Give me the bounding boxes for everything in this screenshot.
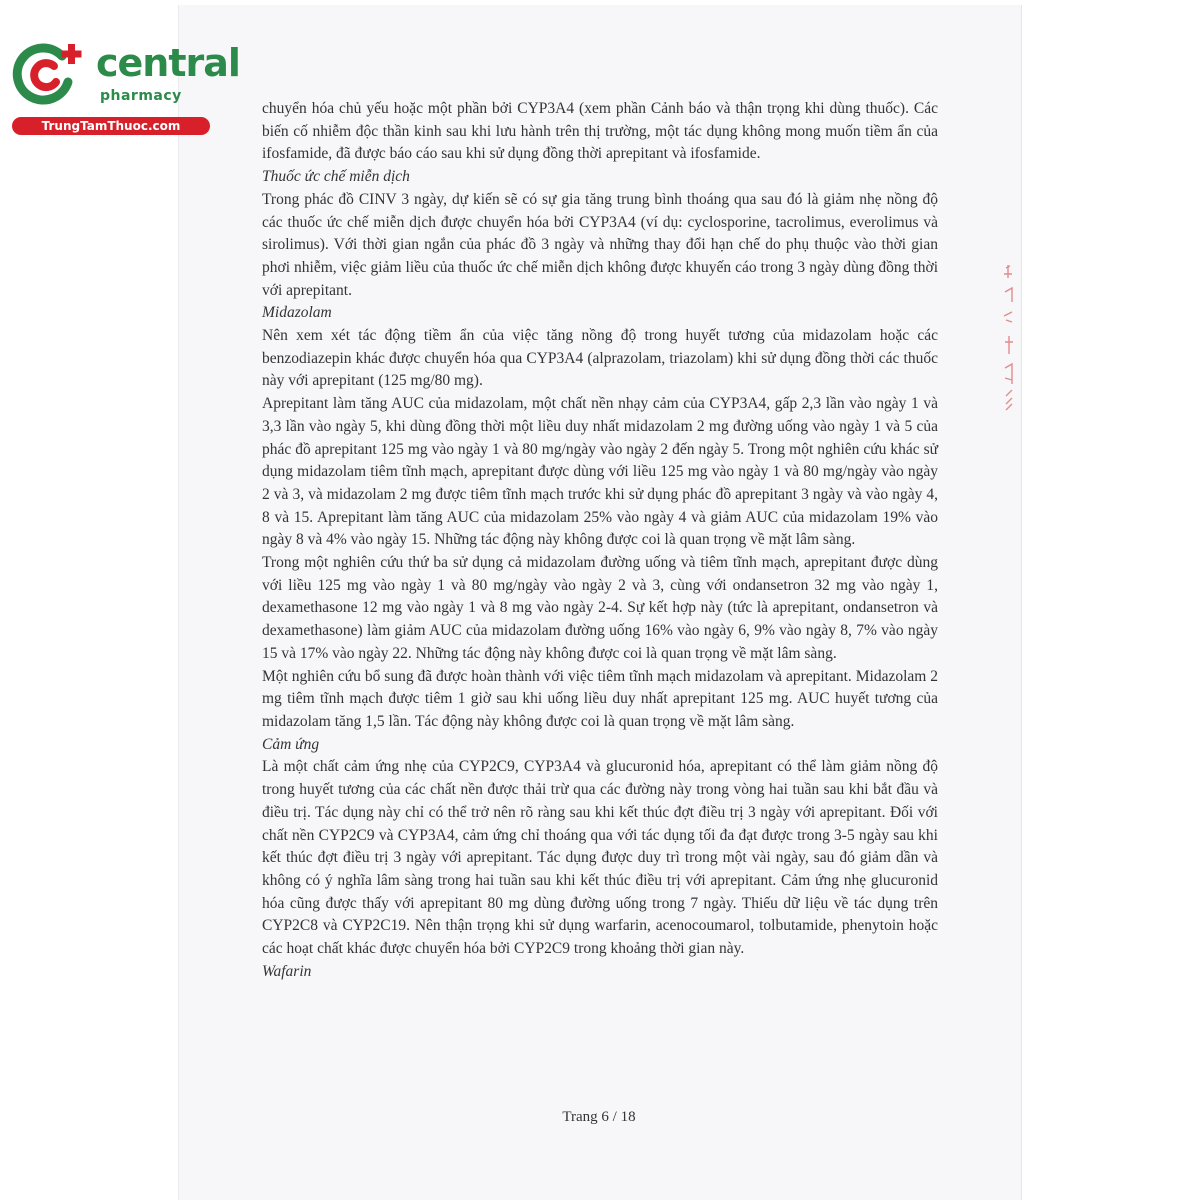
document-body	[262, 98, 938, 983]
body-paragraph: Trong một nghiên cứu thứ ba sử dụng cả midazolam đường uống và tiêm tĩnh mạch, aprepitant được dùng với liều 125 mg vào ngày 1 và 80 mg/ngày vào ngày 2 và 3, cùng với ondansetron 32 mg vào ngày 1, dexamethasone 12 mg vào ngày 1 và 8 mg vào ngày 2-4. Sự kết hợp này (tức là aprepitant, ondansetron và dexamethasone) làm giảm AUC của midazolam đường uống 16% vào ngày 6, 9% vào ngày 8, 7% vào ngày 15 và 17% vào ngày 22. Những tác động này không được coi là quan trọng về mặt lâm sàng.	[262, 554, 938, 662]
section-heading: Cảm ứng	[262, 735, 320, 753]
section-heading: Wafarin	[262, 962, 312, 980]
body-paragraph: Là một chất cảm ứng nhẹ của CYP2C9, CYP3A4 và glucuronid hóa, aprepitant có thể làm giảm nồng độ trong huyết tương của các chất nền được thải trừ qua các đường này trong vòng hai tuần sau khi bắt đầu và điều trị. Tác dụng này chỉ có thể trở nên rõ ràng sau khi kết thúc đợt điều trị 3 ngày với aprepitant. Đối với chất nền CYP2C9 và CYP3A4, cảm ứng chỉ thoáng qua với tác dụng tối đa đạt được trong 3-5 ngày sau khi kết thúc đợt điều trị 3 ngày với aprepitant. Tác dụng được duy trì trong một vài ngày, sau đó giảm dần và không có ý nghĩa lâm sàng trong hai tuần sau khi kết thúc điều trị với aprepitant. Cảm ứng nhẹ glucuronid hóa cũng được thấy với aprepitant 80 mg dùng đường uống trong 7 ngày. Thiếu dữ liệu về tác dụng trên CYP2C8 và CYP2C19. Nên thận trọng khi sử dụng warfarin, acenocoumarol, tolbutamide, phenytoin hoặc các hoạt chất khác được chuyển hóa bởi CYP2C9 trong khoảng thời gian này.	[262, 758, 938, 958]
body-paragraph: Trong phác đồ CINV 3 ngày, dự kiến sẽ có sự gia tăng trung bình thoáng qua sau đó là giảm nhẹ nồng độ các thuốc ức chế miễn dịch được chuyển hóa bởi CYP3A4 (ví dụ: cyclosporine, tacrolimus, everolimus và sirolimus). Với thời gian ngắn của phác đồ 3 ngày và những thay đổi hạn chế do phụ thuộc vào thời gian phơi nhiễm, việc giảm liều của thuốc ức chế miễn dịch không được khuyến cáo trong 3 ngày dùng đồng thời với aprepitant.	[262, 190, 938, 299]
page-number: Trang 6 / 18	[562, 1109, 636, 1125]
body-paragraph: Nên xem xét tác động tiềm ẩn của việc tăng nồng độ trong huyết tương của midazolam hoặc các benzodiazepin khác được chuyển hóa qua CYP3A4 (alprazolam, triazolam) khi sử dụng đồng thời các thuốc này với aprepitant (125 mg/80 mg).	[262, 327, 938, 390]
logo-brand-name: central	[96, 41, 240, 85]
pharmacy-cross-logo-icon	[10, 38, 90, 110]
section-heading: Thuốc ức chế miễn dịch	[262, 168, 410, 186]
section-heading: Midazolam	[262, 304, 332, 322]
body-paragraph: chuyển hóa chủ yếu hoặc một phần bởi CYP3A4 (xem phần Cảnh báo và thận trọng khi dùng thuốc). Các biến cố nhiễm độc thần kinh sau khi lưu hành trên thị trường, một tác dụng không mong muốn tiềm ẩn của ifosfamide, đã được báo cáo sau khi sử dụng đồng thời aprepitant và ifosfamide.	[262, 100, 938, 163]
logo-brand-subname: pharmacy	[100, 88, 182, 104]
body-paragraph: Aprepitant làm tăng AUC của midazolam, một chất nền nhạy cảm của CYP3A4, gấp 2,3 lần vào ngày 1 và 3,3 lần vào ngày 5, khi dùng đồng thời một liều duy nhất midazolam 2 mg đường uống vào ngày 1 và 5 của phác đồ aprepitant 125 mg vào ngày 1 và 80 mg/ngày vào ngày 2 đến ngày 5. Trong một nghiên cứu khác sử dụng midazolam tiêm tĩnh mạch, aprepitant được dùng với liều 125 mg vào ngày 1 và 80 mg/ngày vào ngày 2 và 3, và midazolam 2 mg được tiêm tĩnh mạch trước khi sử dụng phác đồ aprepitant 3 ngày và vào ngày 4, 8 và 15. Aprepitant làm tăng AUC của midazolam 25% vào ngày 4 và giảm AUC của midazolam 19% vào ngày 8 và 4% vào ngày 15. Những tác động này không được coi là quan trọng về mặt lâm sàng.	[262, 395, 938, 549]
red-stamp-edge-icon	[1000, 262, 1026, 412]
logo-website-banner[interactable]: TrungTamThuoc.com	[12, 117, 210, 135]
central-pharmacy-logo[interactable]	[10, 36, 240, 136]
body-paragraph: Một nghiên cứu bổ sung đã được hoàn thành với việc tiêm tĩnh mạch midazolam và aprepitant. Midazolam 2 mg tiêm tĩnh mạch được tiêm 1 giờ sau khi uống liều duy nhất aprepitant 125 mg. AUC huyết tương của midazolam tăng 1,5 lần. Tác động này không được coi là quan trọng về mặt lâm sàng.	[262, 667, 938, 730]
